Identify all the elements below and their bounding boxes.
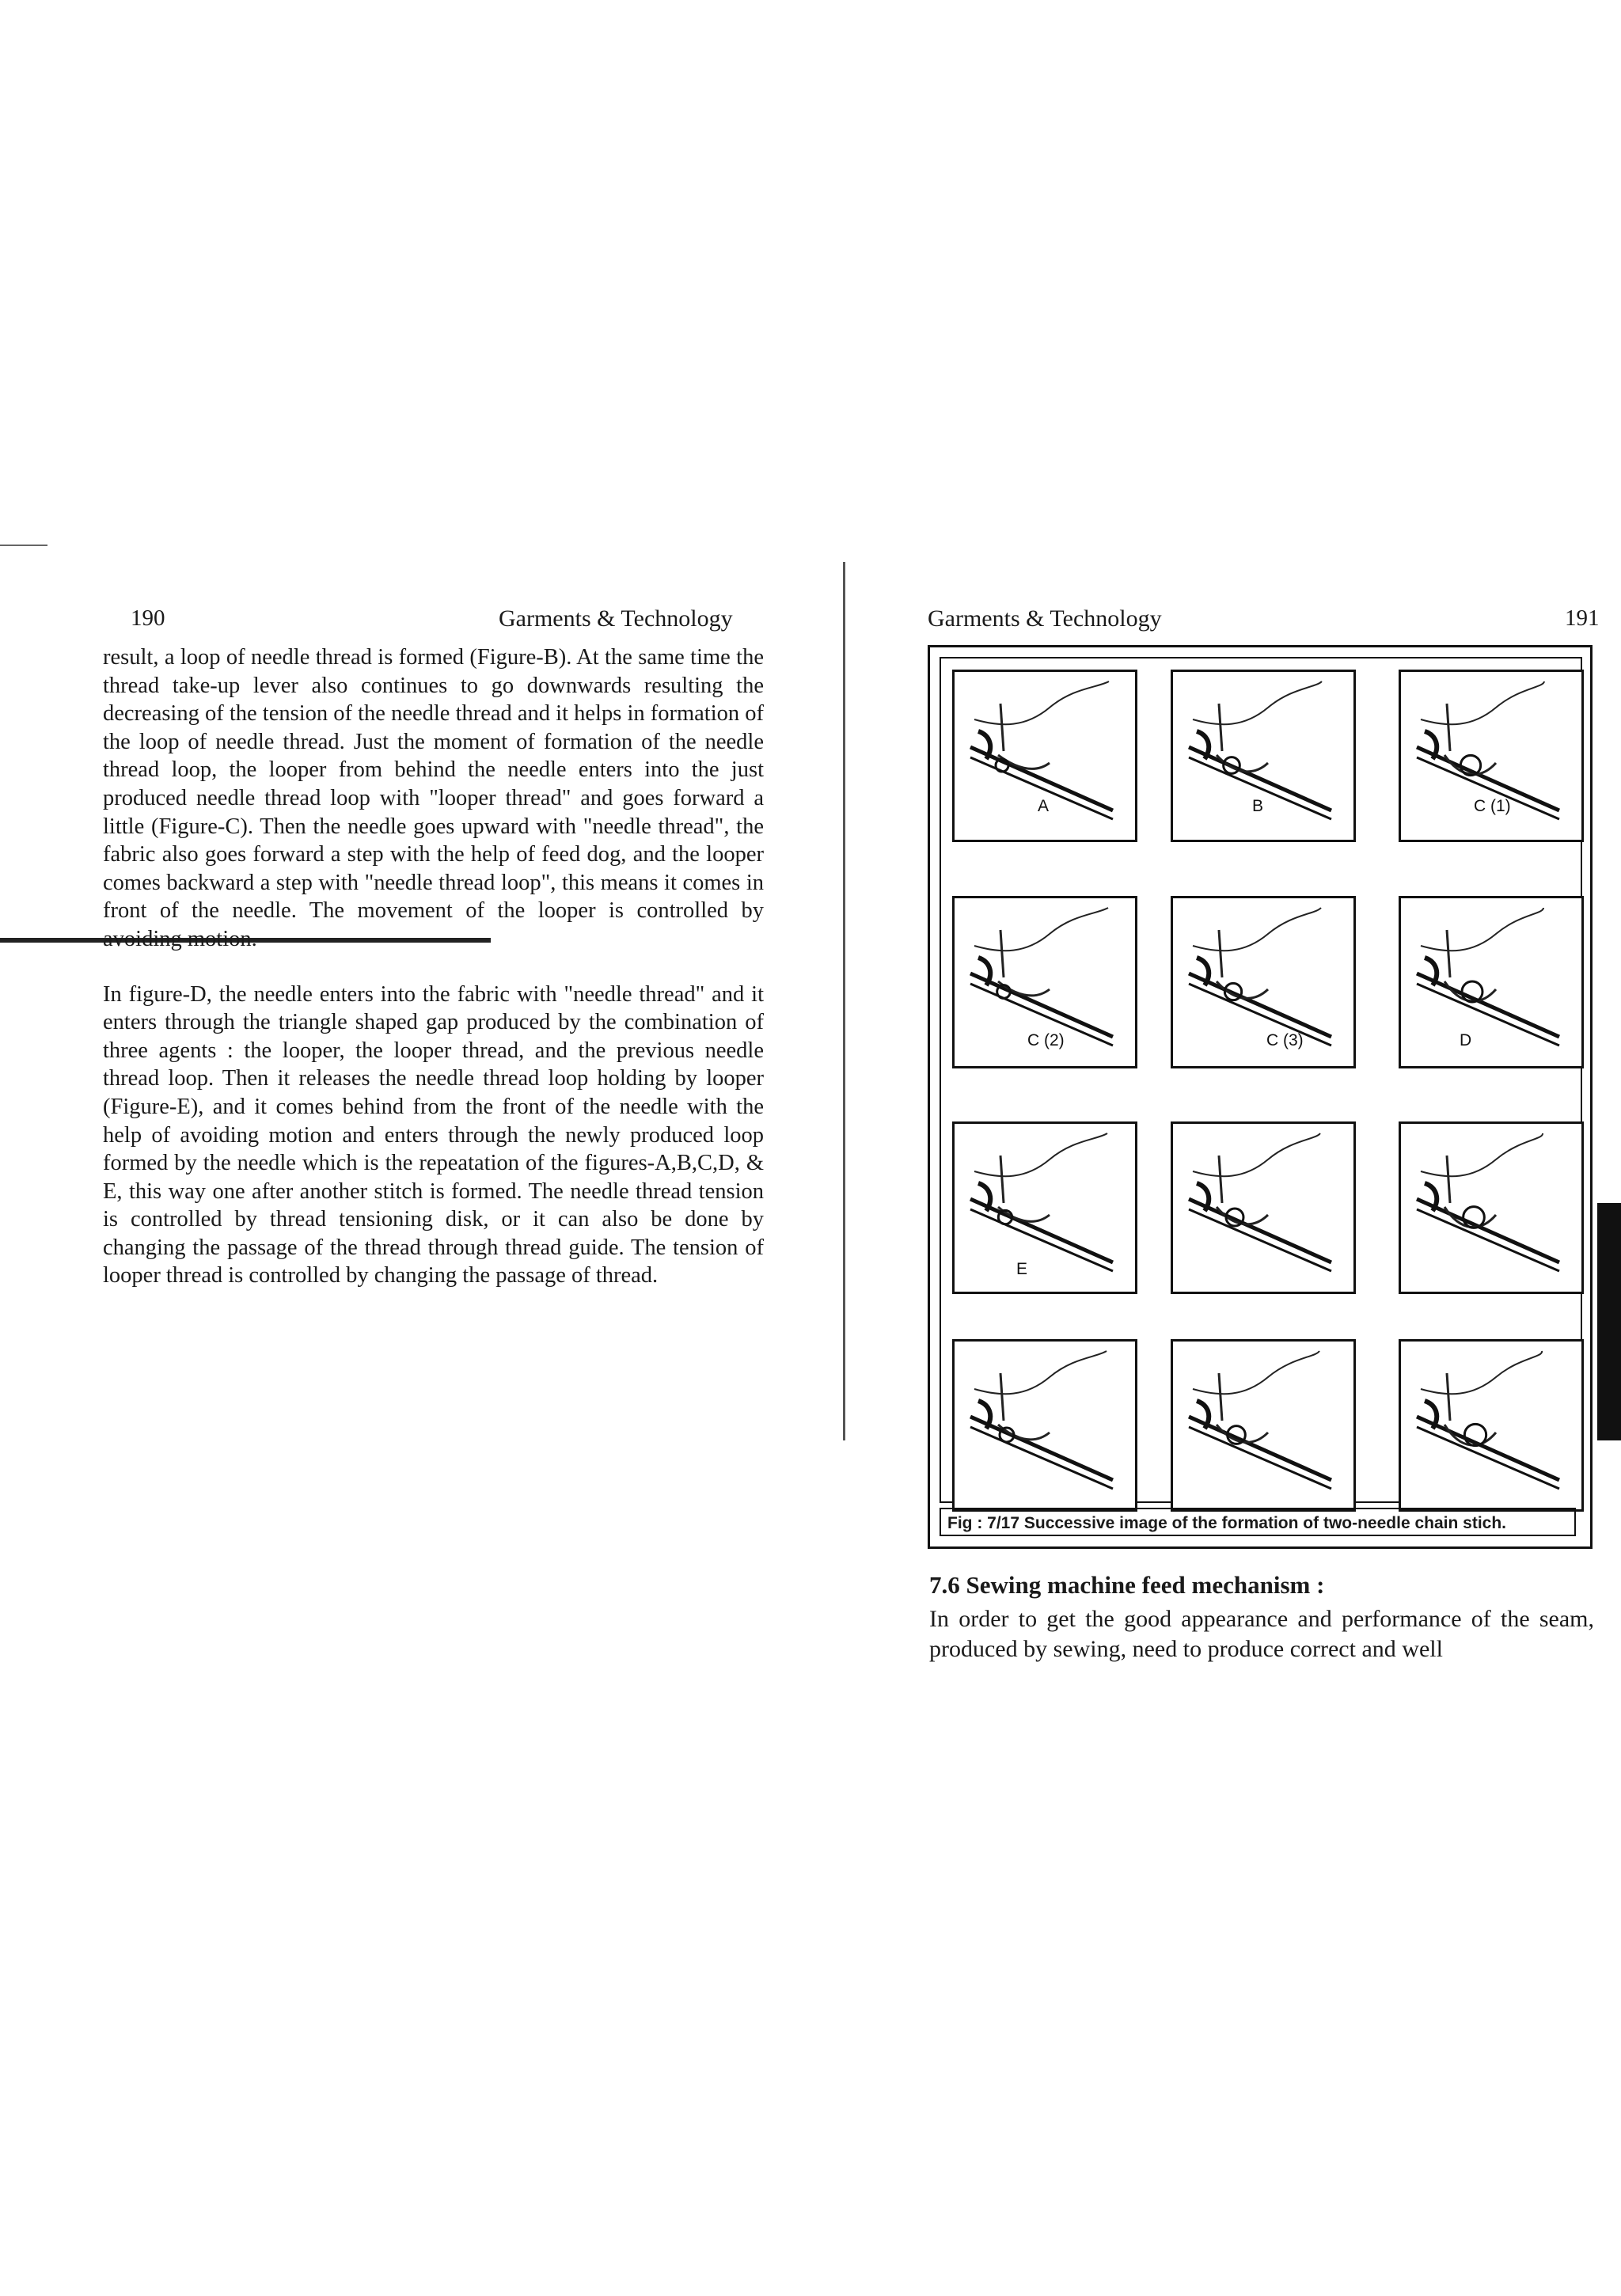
stitch-illustration-icon — [955, 1124, 1135, 1292]
figure-frame — [928, 645, 1593, 1549]
panel-label: C (3) — [1266, 1031, 1304, 1049]
page-number-right: 191 — [1565, 605, 1600, 631]
figure-panel — [952, 1339, 1137, 1512]
section-heading: 7.6 Sewing machine feed mechanism : — [929, 1571, 1325, 1599]
panel-label: B — [1252, 797, 1264, 815]
running-head-left: Garments & Technology — [499, 605, 733, 632]
figure-caption: Fig : 7/17 Successive image of the formation of two-needle chain stich. — [940, 1508, 1576, 1536]
gutter-line — [843, 562, 845, 1440]
running-head-right: Garments & Technology — [928, 605, 1162, 632]
figure-panel — [1399, 1121, 1584, 1294]
stitch-illustration-icon — [955, 1342, 1135, 1509]
panel-label: A — [1038, 797, 1050, 815]
top-edge-mark — [0, 545, 47, 546]
stitch-illustration-icon — [1401, 1342, 1581, 1509]
figure-grid — [940, 657, 1582, 1503]
stitch-illustration-icon — [1173, 1342, 1353, 1509]
stitch-illustration-icon — [1173, 898, 1353, 1066]
figure-panel — [1399, 1339, 1584, 1512]
stitch-illustration-icon — [1401, 898, 1581, 1066]
panel-label: C (1) — [1474, 797, 1511, 815]
page-number-left: 190 — [131, 605, 165, 631]
figure-panel — [952, 670, 1137, 842]
panel-label: D — [1460, 1031, 1472, 1049]
figure-panel — [1399, 670, 1584, 842]
figure-panel — [1171, 670, 1356, 842]
figure-panel — [1171, 1339, 1356, 1512]
left-body-text — [103, 643, 764, 1317]
page-edge-right — [1597, 1203, 1621, 1440]
figure-panel — [1399, 896, 1584, 1068]
panel-label: E — [1016, 1260, 1028, 1278]
paragraph: In figure-D, the needle enters into the fabric with "needle thread" and it enters through the triangle shaped gap produced by the combination of three agents : the looper, the looper thread, and the previous needle thread loop. Then it releases the needle thread loop holding by looper (Figure-E), and it comes behind from the front of the needle with the help of avoiding motion and enters through the newly produced loop formed by the needle which is the repeatation of the figures-A,B,C,D, & E, this way one after another stitch is formed. The needle thread tension is controlled by thread tensioning disk, or it can also be done by changing the passage of the thread through thread guide. The tension of looper thread is controlled by changing the passage of thread. — [103, 981, 764, 1288]
figure-panel — [1171, 896, 1356, 1068]
stitch-illustration-icon — [1173, 1124, 1353, 1292]
figure-panel — [952, 1121, 1137, 1294]
figure-panel — [1171, 1121, 1356, 1294]
panel-label: C (2) — [1027, 1031, 1065, 1049]
paragraph: result, a loop of needle thread is formed (Figure-B). At the same time the thread take-up lever also continues to go downwards resulting the decreasing of the tension of the needle thread and it helps in formation of the loop of needle thread. Just the moment of formation of the needle thread loop, the looper from behind the needle enters into the just produced needle thread loop with "looper thread" and goes forward a little (Figure-C). Then the needle goes upward with "needle thread", the fabric also goes forward a step with the help of feed dog, and the looper comes backward a step with "needle thread loop", this means it comes in front of the needle. The movement of the looper is controlled by avoiding motion. — [103, 645, 764, 951]
stitch-illustration-icon — [1401, 1124, 1581, 1292]
figure-panel — [952, 896, 1137, 1068]
section-text: In order to get the good appearance and performance of the seam, produced by sewing, need to produce correct and well — [929, 1606, 1594, 1662]
book-spread — [0, 507, 1621, 1662]
